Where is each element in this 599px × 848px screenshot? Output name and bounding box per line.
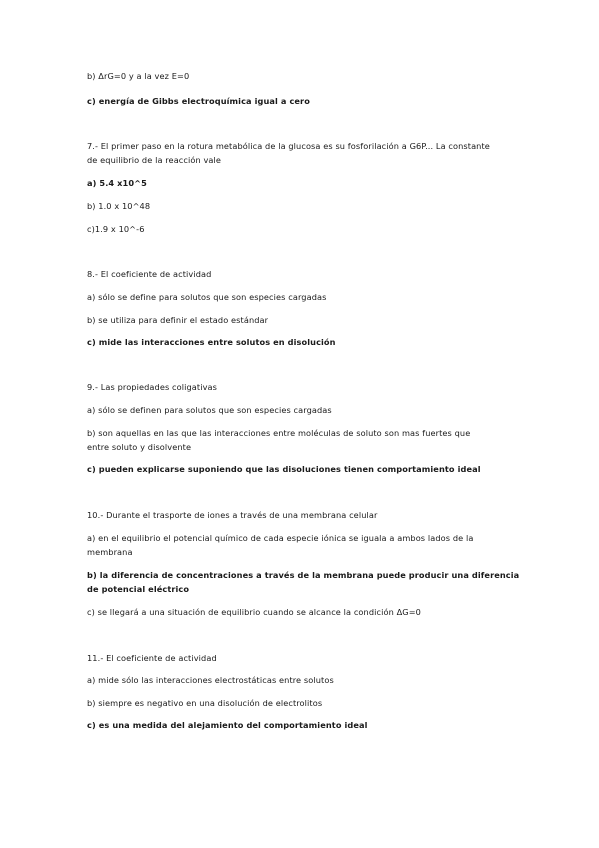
- q10-option-b-answer-cont: de potencial eléctrico: [87, 584, 190, 594]
- q9-option-c-answer: c) pueden explicarse suponiendo que las disoluciones tienen comportamiento ideal: [87, 464, 481, 474]
- q9-option-b-cont: entre soluto y disolvente: [87, 442, 192, 452]
- q9-option-a: a) sólo se definen para solutos que son especies cargadas: [87, 405, 332, 415]
- option-b-prev: b) ΔrG=0 y a la vez E=0: [87, 71, 190, 81]
- question-7-cont: de equilibrio de la reacción vale: [87, 155, 222, 165]
- q8-option-c-answer: c) mide las interacciones entre solutos en disolución: [87, 337, 336, 347]
- q10-option-c: c) se llegará a una situación de equilibrio cuando se alcance la condición ΔG=0: [87, 607, 421, 617]
- q7-option-c: c)1.9 x 10^-6: [87, 224, 145, 234]
- q9-option-b: b) son aquellas en las que las interacciones entre moléculas de soluto son mas fuertes que: [87, 428, 471, 438]
- q11-option-c-answer: c) es una medida del alejamiento del comportamiento ideal: [87, 720, 368, 730]
- option-c-prev-answer: c) energía de Gibbs electroquímica igual a cero: [87, 96, 310, 106]
- q11-option-a: a) mide sólo las interacciones electrostáticas entre solutos: [87, 675, 334, 685]
- question-9: 9.- Las propiedades coligativas: [87, 382, 218, 392]
- q10-option-b-answer: b) la diferencia de concentraciones a través de la membrana puede producir una diferencia: [87, 570, 520, 580]
- q7-option-b: b) 1.0 x 10^48: [87, 201, 151, 211]
- q7-option-a-answer: a) 5.4 x10^5: [87, 178, 147, 188]
- question-7: 7.- El primer paso en la rotura metabólica de la glucosa es su fosforilación a G6P... La constante: [87, 141, 490, 151]
- question-8: 8.- El coeficiente de actividad: [87, 269, 212, 279]
- question-10: 10.- Durante el trasporte de iones a través de una membrana celular: [87, 510, 378, 520]
- question-11: 11.- El coeficiente de actividad: [87, 653, 217, 663]
- q10-option-a-cont: membrana: [87, 547, 133, 557]
- q8-option-a: a) sólo se define para solutos que son especies cargadas: [87, 292, 327, 302]
- q8-option-b: b) se utiliza para definir el estado estándar: [87, 315, 269, 325]
- q10-option-a: a) en el equilibrio el potencial químico de cada especie iónica se iguala a ambos lados de la: [87, 533, 474, 543]
- q11-option-b: b) siempre es negativo en una disolución de electrolitos: [87, 698, 323, 708]
